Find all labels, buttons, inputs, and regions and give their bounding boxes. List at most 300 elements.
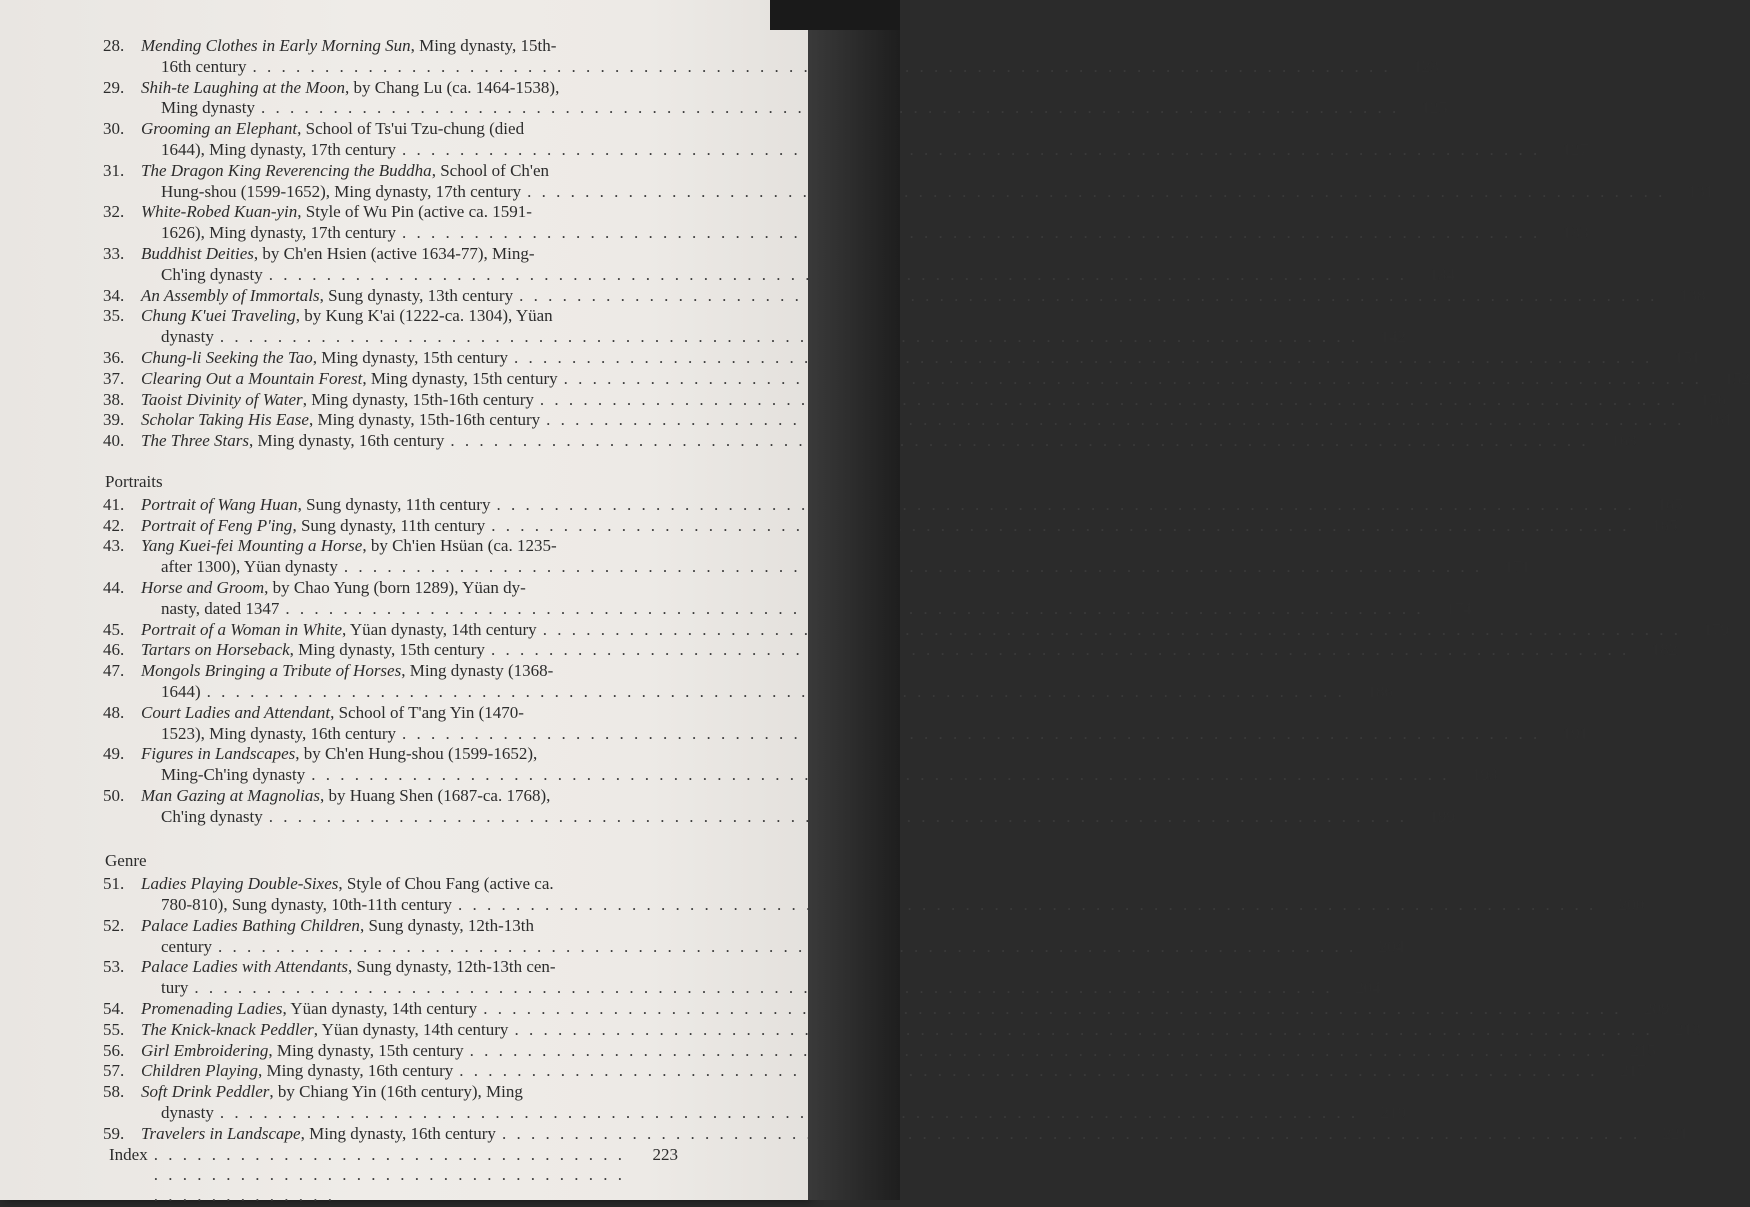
entry-description: , Ming dynasty, 16th century [257, 1061, 454, 1081]
toc-entry [103, 36, 1439, 78]
entry-title: Portrait of a Woman in White [141, 619, 343, 639]
entry-title: Children Playing [141, 1061, 258, 1081]
dot-leader [491, 516, 1629, 537]
entry-text [141, 916, 534, 937]
entry-line [141, 1020, 1701, 1041]
entry-description: , Ming dynasty, 15th century [312, 347, 509, 367]
entry-description: , by Ch'en Hsien (active 1634-77), Ming- [253, 243, 535, 263]
entry-title: Man Gazing at Magnolias [141, 785, 320, 805]
entry-continuation-line [141, 1103, 1406, 1124]
dot-leader [491, 640, 1629, 661]
dot-leader [514, 1020, 1652, 1041]
entry-line [141, 999, 1669, 1020]
entry-text [141, 661, 553, 682]
entry-body [141, 957, 1381, 999]
entry-text [141, 390, 534, 411]
entry-description: , Yüan dynasty, 14th century [313, 1019, 509, 1039]
entry-line [141, 578, 1472, 599]
entry-number: 32. [103, 202, 125, 222]
background-corner [770, 0, 900, 30]
entry-continuation: tury [161, 978, 189, 998]
entry-text [141, 578, 526, 599]
entry-number: 45. [103, 619, 125, 639]
entry-title: Tartars on Horseback [141, 640, 290, 660]
entry-text [141, 703, 524, 724]
entry-continuation: after 1300), Yüan dynasty [161, 557, 338, 577]
entry-continuation-line [141, 98, 1447, 119]
entry-continuation-line [141, 182, 1713, 203]
entry-description: , Ming dynasty, 15th century [362, 368, 558, 388]
page-number: 138 [1679, 285, 1706, 305]
entry-body [141, 78, 1447, 120]
toc-entry [103, 1040, 1656, 1062]
page-number: 217 [1620, 1061, 1646, 1081]
toc-entry [103, 1019, 1701, 1041]
entry-title: Palace Ladies Bathing Children [141, 915, 360, 935]
dot-leader [540, 390, 1678, 411]
dot-leader [514, 348, 1652, 369]
entry-number: 53. [103, 957, 125, 977]
entry-body [141, 161, 1713, 203]
dot-leader [543, 620, 1681, 641]
entry-body [141, 916, 1404, 958]
page-number: 131 [1687, 181, 1714, 201]
entry-text [141, 1082, 523, 1103]
entry-body [141, 620, 1729, 641]
entry-title: Grooming an Elephant [141, 119, 298, 139]
page-number: 182 [1651, 640, 1678, 660]
entry-body [141, 786, 1455, 828]
entry-number: 49. [103, 744, 125, 764]
section-heading-genre: Genre [105, 851, 147, 871]
entry-continuation: Ming dynasty [161, 98, 255, 118]
entry-number: 54. [103, 999, 125, 1019]
entry-title: The Three Stars [141, 431, 249, 451]
entry-description: , Yüan dynasty, 14th century [342, 619, 537, 639]
entry-line [141, 410, 1732, 431]
background-edge [808, 0, 900, 1200]
toc-entry [103, 494, 1683, 516]
entry-title: Portrait of Feng P'ing [141, 515, 293, 535]
entry-title: The Dragon King Reverencing the Buddha [141, 160, 432, 180]
entry-description: , Ming dynasty, 15th- [410, 36, 557, 55]
entry-text [141, 516, 485, 537]
entry-description: , by Huang Shen (1687-ca. 1768), [319, 785, 551, 805]
entry-continuation-line [141, 978, 1381, 999]
entry-line [141, 390, 1726, 411]
toc-entry [103, 410, 1733, 431]
entry-number: 57. [103, 1061, 125, 1081]
toc-entry [103, 536, 1531, 578]
entry-line [141, 78, 1447, 99]
entry-number: 36. [103, 347, 125, 367]
page-number: 199 [1429, 806, 1456, 826]
entry-number: 59. [103, 1123, 125, 1143]
entry-number: 46. [103, 640, 125, 660]
dot-leader [483, 999, 1621, 1020]
entry-title: Clearing Out a Mountain Forest [141, 368, 363, 388]
entry-body [141, 1124, 1688, 1145]
entry-body [141, 661, 1393, 703]
entry-body [141, 306, 1406, 348]
entry-text [141, 119, 524, 140]
entry-body [141, 410, 1732, 431]
entry-title: Girl Embroidering [141, 1040, 269, 1060]
page-number: 209 [1643, 999, 1670, 1019]
entry-text [141, 410, 540, 431]
page-number: 127 [1562, 139, 1589, 159]
page-number: 213 [1675, 1019, 1701, 1039]
entry-body [141, 286, 1705, 307]
toc-entry [103, 77, 1448, 120]
page-number: 161 [1706, 410, 1733, 430]
dot-leader [402, 724, 1540, 745]
entry-title: Yang Kuei-fei Mounting a Horse [141, 536, 363, 556]
entry-number: 41. [103, 494, 125, 514]
entry-continuation: 1644), Ming dynasty, 17th century [161, 139, 396, 159]
entry-line [141, 640, 1677, 661]
entry-title: Court Ladies and Attendant [141, 702, 331, 722]
entry-continuation-line [141, 937, 1404, 958]
entry-body [141, 1082, 1406, 1124]
page-number: 204 [1378, 936, 1405, 956]
entry-description: , by Ch'en Hung-shou (1599-1652), [295, 744, 538, 764]
entry-continuation: 16th century [161, 56, 247, 76]
entry-description: , Ming dynasty, 15th-16th century [308, 410, 541, 430]
page-number: 215 [1630, 1040, 1656, 1060]
entry-line [141, 286, 1705, 307]
entry-line [141, 661, 1393, 682]
entry-number: 43. [103, 536, 125, 556]
page-number: 179 [1703, 619, 1729, 639]
page-number: 151 [1674, 347, 1701, 367]
dot-leader [458, 895, 1596, 916]
entry-title: Palace Ladies with Attendants [141, 957, 348, 977]
entry-text [141, 999, 477, 1020]
entry-number: 47. [103, 661, 125, 681]
toc-entry [103, 368, 1750, 390]
entry-number: 42. [103, 515, 125, 535]
dot-leader [496, 495, 1634, 516]
page-number: 123 [1413, 56, 1439, 76]
contents-list [103, 36, 1750, 1207]
entry-description: , School of T'ang Yin (1470- [330, 702, 524, 722]
entry-title: Soft Drink Peddler [141, 1082, 270, 1102]
entry-continuation: Ch'ing dynasty [161, 806, 263, 826]
entry-body [141, 244, 1455, 286]
page-number: 156 [1700, 389, 1727, 409]
entry-description: , Style of Chou Fang (active ca. [338, 874, 554, 894]
entry-line [141, 916, 1404, 937]
dot-leader [194, 978, 1332, 999]
entry-text [141, 306, 553, 327]
entry-title: Mongols Bringing a Tribute of Horses [141, 661, 402, 681]
entry-body [141, 1020, 1701, 1041]
toc-entry [103, 1123, 1689, 1145]
entry-continuation: 1644) [161, 681, 201, 701]
entry-description: , Ming dynasty (1368- [401, 661, 554, 681]
entry-continuation: dynasty [161, 327, 214, 347]
dot-leader [344, 557, 1482, 578]
entry-body [141, 999, 1669, 1020]
entry-number: 34. [103, 285, 125, 305]
dot-leader [459, 1061, 1597, 1082]
dot-leader [527, 182, 1665, 203]
entry-text [141, 431, 444, 452]
toc-entry [103, 957, 1381, 999]
toc-entry [103, 306, 1407, 348]
entry-number: 40. [103, 431, 125, 451]
entry-line [141, 36, 1439, 57]
entry-continuation-line [141, 265, 1455, 286]
entry-description: , Sung dynasty, 11th century [292, 515, 486, 535]
index-label: Index [109, 1144, 148, 1164]
entry-continuation-line [141, 57, 1439, 78]
entry-text [141, 286, 513, 307]
entry-line [141, 1082, 1406, 1103]
toc-entry [103, 119, 1589, 161]
page-number: 174 [1446, 598, 1472, 618]
entry-title: Taoist Divinity of Water [141, 389, 303, 409]
dot-leader [402, 140, 1540, 161]
entry-number: 29. [103, 77, 125, 97]
toc-entry [103, 874, 1645, 916]
entry-title: Buddhist Deities [141, 243, 254, 263]
page-number: 165 [1652, 515, 1678, 535]
entry-description: , Ming dynasty, 16th century [300, 1123, 496, 1143]
entry-number: 51. [103, 874, 125, 894]
entry-description: , Ming dynasty, 15th century [268, 1040, 464, 1060]
entry-description: , School of Ts'ui Tzu-chung (died [297, 119, 525, 139]
dot-leader [502, 1124, 1640, 1145]
entry-continuation: dynasty [161, 1103, 214, 1123]
entry-continuation: 1523), Ming dynasty, 16th century [161, 723, 396, 743]
entry-title: Horse and Groom [141, 577, 265, 597]
entry-line [141, 244, 1455, 265]
entry-title: Figures in Landscapes [141, 744, 296, 764]
toc-entry [103, 389, 1727, 411]
entry-continuation: Hung-shou (1599-1652), Ming dynasty, 17th century [161, 181, 522, 201]
entry-description: , School of Ch'en [431, 160, 550, 180]
entries-group-genre [103, 874, 1701, 1144]
entry-number: 28. [103, 36, 125, 55]
entry-title: Promenading Ladies [141, 999, 283, 1019]
entry-number: 37. [103, 368, 125, 388]
dot-leader [218, 937, 1356, 958]
entry-description: , Sung dynasty, 12th-13th [359, 915, 535, 935]
page-number: 142 [1380, 327, 1407, 347]
entry-description: , by Chao Yung (born 1289), Yüan dy- [264, 577, 526, 597]
dot-leader [154, 1145, 630, 1207]
toc-entry [103, 1082, 1407, 1124]
entry-text [141, 874, 554, 895]
entry-number: 48. [103, 702, 125, 722]
entry-text [141, 495, 490, 516]
entry-description: , Ming dynasty, 15th century [289, 640, 485, 660]
page-number: 152 [1724, 368, 1750, 388]
entry-body [141, 348, 1700, 369]
entry-body [141, 640, 1677, 661]
entry-text [141, 786, 550, 807]
entry-line [141, 161, 1713, 182]
entry-text [141, 640, 485, 661]
entry-continuation: Ch'ing dynasty [161, 264, 263, 284]
entry-line [141, 306, 1406, 327]
entry-text [141, 1041, 464, 1062]
dot-leader [402, 223, 1540, 244]
page-number: 133 [1562, 223, 1589, 243]
page-number: 191 [1562, 723, 1589, 743]
dot-leader [220, 1103, 1358, 1124]
entry-continuation: Ming-Ch'ing dynasty [161, 765, 306, 785]
toc-entry [103, 243, 1456, 286]
toc-entry [103, 785, 1456, 828]
entry-number: 58. [103, 1082, 125, 1102]
toc-entry [103, 999, 1670, 1020]
entry-continuation: 1626), Ming dynasty, 17th century [161, 223, 396, 243]
entry-text [141, 1020, 508, 1041]
entry-continuation-line [141, 807, 1455, 828]
entry-title: An Assembly of Immortals [141, 285, 320, 305]
dot-leader [450, 431, 1588, 452]
entry-text [141, 744, 537, 765]
entry-text [141, 348, 508, 369]
entry-continuation: nasty, dated 1347 [161, 598, 280, 618]
entry-description: , Style of Wu Pin (active ca. 1591- [297, 202, 532, 222]
entry-number: 35. [103, 306, 125, 326]
dot-leader [220, 327, 1358, 348]
entry-line [141, 786, 1455, 807]
entry-body [141, 495, 1683, 516]
entry-description: , Ming dynasty, 15th-16th century [302, 389, 534, 409]
entry-number: 56. [103, 1040, 125, 1060]
dot-leader [470, 1041, 1608, 1062]
entry-text [141, 161, 549, 182]
page-number: 221 [1662, 1123, 1689, 1143]
entry-text [141, 957, 556, 978]
entry-title: Travelers in Landscape [141, 1123, 301, 1143]
entry-title: White-Robed Kuan-yin [141, 202, 298, 222]
entry-continuation-line [141, 599, 1472, 620]
entry-description: , by Kung K'ai (1222-ca. 1304), Yüan [295, 306, 553, 326]
entry-continuation-line [141, 327, 1406, 348]
entry-text [141, 244, 535, 265]
entry-number: 30. [103, 119, 125, 139]
entry-line [141, 495, 1683, 516]
entry-text [141, 369, 558, 390]
toc-entry [103, 661, 1393, 703]
entry-description: , by Ch'ien Hsüan (ca. 1235- [362, 536, 557, 556]
page-number: 204 [1355, 978, 1381, 998]
entry-continuation: century [161, 936, 212, 956]
entry-continuation-line [141, 682, 1393, 703]
toc-entry [103, 285, 1706, 307]
dot-leader [546, 410, 1684, 431]
entry-text [141, 1124, 496, 1145]
page-number: 219 [1380, 1103, 1407, 1123]
entry-text [141, 1061, 453, 1082]
entry-title: Shih-te Laughing at the Moon [141, 77, 345, 97]
entry-body [141, 516, 1678, 537]
section-heading-portraits: Portraits [105, 471, 163, 491]
entry-number: 31. [103, 160, 125, 180]
entry-description: , Sung dynasty, 12th-13th cen- [347, 957, 556, 977]
entry-number: 50. [103, 785, 125, 805]
entry-line [141, 1124, 1688, 1145]
entry-line [141, 620, 1729, 641]
entry-body [141, 369, 1750, 390]
toc-entry [103, 619, 1729, 641]
entry-title: Scholar Taking His Ease [141, 410, 309, 430]
toc-entry [103, 347, 1701, 369]
entry-body [141, 390, 1726, 411]
page-number: 200 [1618, 895, 1645, 915]
entry-title: Chung-li Seeking the Tao [141, 347, 313, 367]
page-number: 165 [1657, 494, 1683, 514]
entry-description: , Sung dynasty, 11th century [297, 494, 491, 514]
entry-body [141, 36, 1439, 78]
index-entry [103, 1145, 678, 1207]
entry-text [141, 36, 556, 57]
entry-continuation: 780-810), Sung dynasty, 10th-11th century [161, 895, 453, 915]
toc-entry [103, 915, 1405, 958]
entry-number: 55. [103, 1019, 125, 1039]
page-number: 125 [1421, 98, 1448, 118]
entry-number: 38. [103, 389, 125, 409]
dot-leader [207, 682, 1345, 703]
entry-text [141, 536, 557, 557]
entry-number: 52. [103, 915, 125, 935]
toc-entry [103, 577, 1472, 620]
toc-entry [103, 744, 1498, 786]
page-number: 163 [1611, 431, 1637, 451]
entry-line [141, 348, 1700, 369]
entry-number: 33. [103, 243, 125, 263]
entry-title: Ladies Playing Double-Sixes [141, 874, 339, 894]
page-number: 186 [1367, 681, 1393, 701]
toc-entry [103, 640, 1678, 661]
entry-description: , Ming dynasty, 16th century [249, 431, 445, 451]
entry-title: Chung K'uei Traveling [141, 306, 296, 326]
entry-number: 39. [103, 410, 125, 430]
page-number: 193 [1472, 765, 1498, 785]
entry-title: Mending Clothes in Early Morning Sun [141, 36, 411, 55]
entry-description: , Sung dynasty, 13th century [319, 285, 514, 305]
toc-entry [103, 431, 1637, 452]
toc-entry [103, 515, 1678, 537]
entry-line [141, 369, 1750, 390]
entry-description: , by Chang Lu (ca. 1464-1538), [344, 77, 560, 97]
entry-title: The Knick-knack Peddler [141, 1019, 314, 1039]
entry-line [141, 516, 1678, 537]
entry-number: 44. [103, 577, 125, 597]
entries-group-portraits [103, 494, 1729, 828]
index-page-number: 223 [652, 1144, 678, 1164]
entry-text [141, 78, 559, 99]
page-number: 134 [1429, 264, 1456, 284]
entry-text [141, 202, 532, 223]
entry-title: Portrait of Wang Huan [141, 494, 298, 514]
toc-entry [103, 1061, 1646, 1082]
toc-entry [103, 160, 1714, 203]
dot-leader [519, 286, 1657, 307]
entry-text [141, 620, 537, 641]
entry-description: , by Chiang Yin (16th century), Ming [269, 1082, 523, 1102]
dot-leader [564, 369, 1702, 390]
entry-description: , Yüan dynasty, 14th century [282, 999, 478, 1019]
toc-entry [103, 202, 1589, 244]
entry-body [141, 578, 1472, 620]
